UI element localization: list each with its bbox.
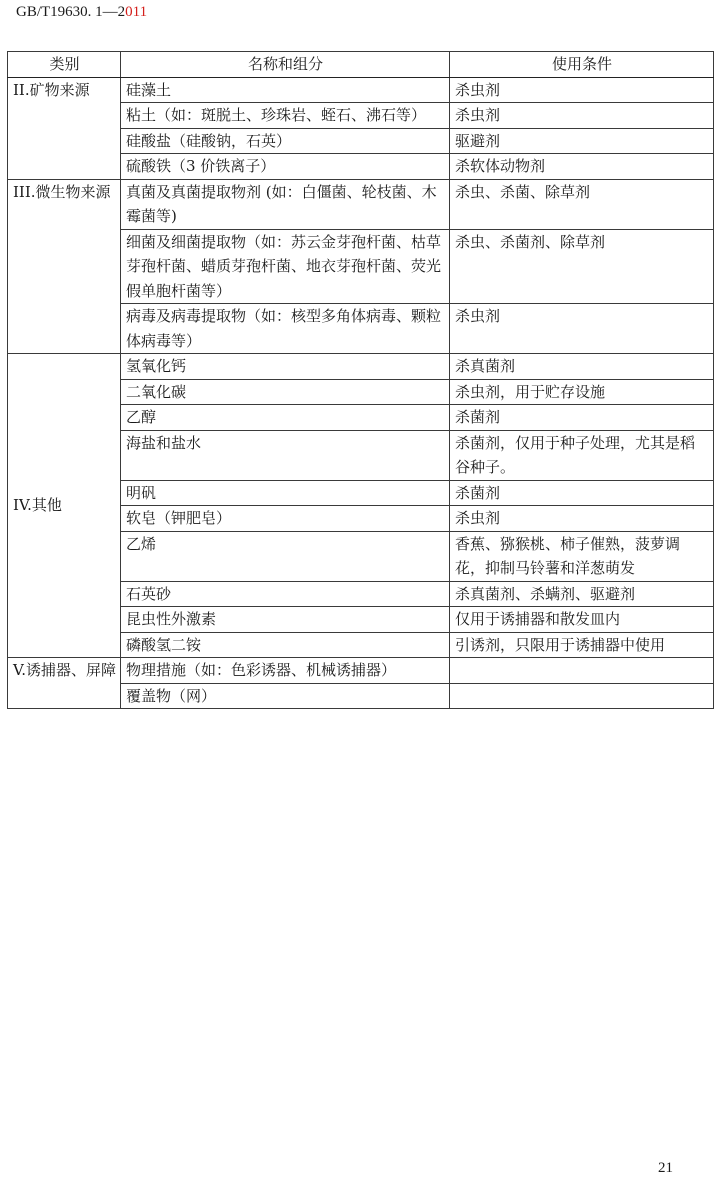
category-cell: IV.其他 bbox=[8, 354, 121, 658]
table-row bbox=[8, 658, 714, 684]
condition-cell: 杀菌剂，仅用于种子处理，尤其是稻谷种子。 bbox=[450, 430, 714, 480]
name-cell: 硫酸铁（3 价铁离子） bbox=[121, 154, 450, 180]
condition-cell: 杀虫剂 bbox=[450, 304, 714, 354]
condition-cell: 仅用于诱捕器和散发皿内 bbox=[450, 607, 714, 633]
condition-cell: 杀真菌剂、杀螨剂、驱避剂 bbox=[450, 581, 714, 607]
category-cell: III.微生物来源 bbox=[8, 179, 121, 354]
condition-cell: 杀虫剂，用于贮存设施 bbox=[450, 379, 714, 405]
table-row bbox=[8, 179, 714, 229]
category-cell: II.矿物来源 bbox=[8, 77, 121, 179]
condition-cell: 杀软体动物剂 bbox=[450, 154, 714, 180]
name-cell: 海盐和盐水 bbox=[121, 430, 450, 480]
name-cell: 硅藻土 bbox=[121, 77, 450, 103]
name-cell: 磷酸氢二铵 bbox=[121, 632, 450, 658]
condition-cell: 杀虫、杀菌、除草剂 bbox=[450, 179, 714, 229]
table-row bbox=[8, 77, 714, 103]
table-row bbox=[8, 354, 714, 380]
column-header-category: 类别 bbox=[8, 52, 121, 78]
condition-cell: 杀虫、杀菌剂、除草剂 bbox=[450, 229, 714, 304]
substances-table bbox=[7, 51, 714, 709]
document-header bbox=[16, 4, 147, 21]
column-header-condition: 使用条件 bbox=[450, 52, 714, 78]
condition-cell: 杀真菌剂 bbox=[450, 354, 714, 380]
condition-cell: 杀虫剂 bbox=[450, 77, 714, 103]
name-cell: 昆虫性外激素 bbox=[121, 607, 450, 633]
standard-code-year-suffix: 011 bbox=[125, 4, 148, 20]
condition-cell: 杀菌剂 bbox=[450, 405, 714, 431]
name-cell: 病毒及病毒提取物（如：核型多角体病毒、颗粒体病毒等） bbox=[121, 304, 450, 354]
column-header-name: 名称和组分 bbox=[121, 52, 450, 78]
name-cell: 二氧化碳 bbox=[121, 379, 450, 405]
name-cell: 覆盖物（网） bbox=[121, 683, 450, 709]
page-number: 21 bbox=[658, 1160, 673, 1176]
name-cell: 氢氧化钙 bbox=[121, 354, 450, 380]
condition-cell: 杀虫剂 bbox=[450, 103, 714, 129]
name-cell: 明矾 bbox=[121, 480, 450, 506]
name-cell: 物理措施（如：色彩诱器、机械诱捕器） bbox=[121, 658, 450, 684]
condition-cell bbox=[450, 658, 714, 684]
name-cell: 细菌及细菌提取物（如：苏云金芽孢杆菌、枯草芽孢杆菌、蜡质芽孢杆菌、地衣芽孢杆菌、荧光假单胞杆菌等） bbox=[121, 229, 450, 304]
condition-cell: 引诱剂，只限用于诱捕器中使用 bbox=[450, 632, 714, 658]
name-cell: 石英砂 bbox=[121, 581, 450, 607]
category-cell: V.诱捕器、屏障 bbox=[8, 658, 121, 709]
condition-cell bbox=[450, 683, 714, 709]
name-cell: 乙烯 bbox=[121, 531, 450, 581]
name-cell: 真菌及真菌提取物剂 (如：白僵菌、轮枝菌、木霉菌等) bbox=[121, 179, 450, 229]
name-cell: 硅酸盐（硅酸钠，石英） bbox=[121, 128, 450, 154]
name-cell: 粘土（如：斑脱土、珍珠岩、蛭石、沸石等） bbox=[121, 103, 450, 129]
substances-table-container bbox=[7, 51, 713, 709]
standard-code-prefix: GB/T19630. 1—2 bbox=[16, 4, 126, 20]
condition-cell: 杀菌剂 bbox=[450, 480, 714, 506]
name-cell: 软皂（钾肥皂） bbox=[121, 506, 450, 532]
condition-cell: 香蕉、猕猴桃、柿子催熟，菠萝调花，抑制马铃薯和洋葱萌发 bbox=[450, 531, 714, 581]
table-header-row bbox=[8, 52, 714, 78]
condition-cell: 驱避剂 bbox=[450, 128, 714, 154]
name-cell: 乙醇 bbox=[121, 405, 450, 431]
condition-cell: 杀虫剂 bbox=[450, 506, 714, 532]
